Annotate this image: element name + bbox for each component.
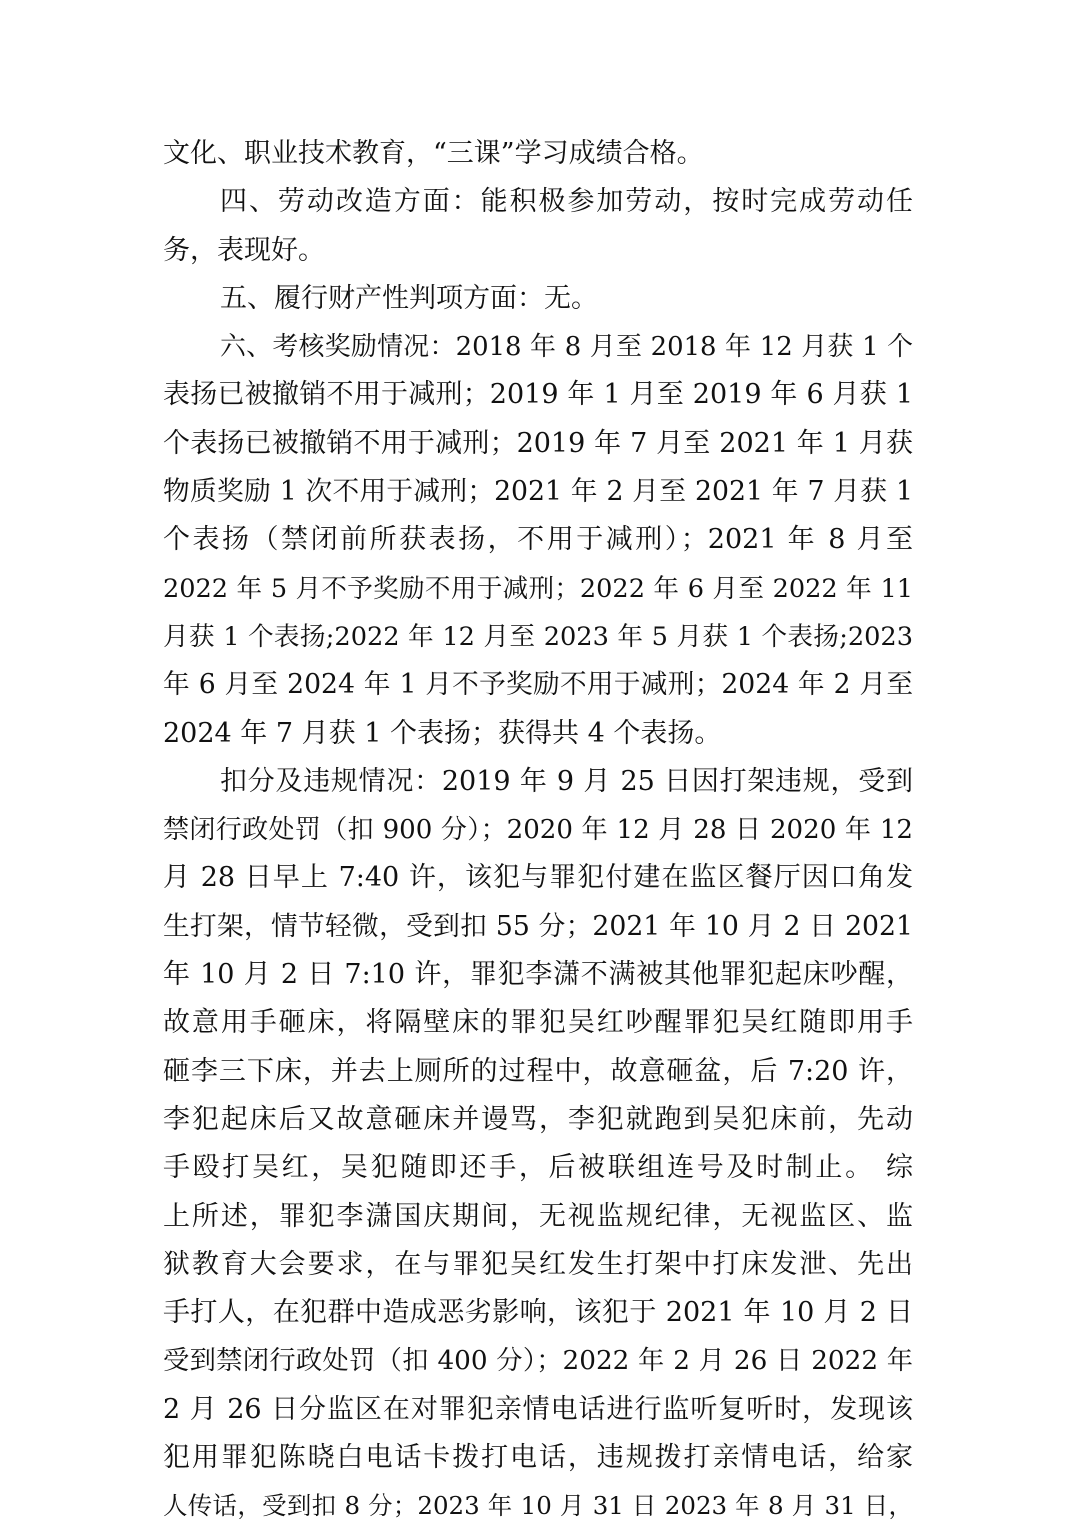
text-line: 人传话，受到扣 8 分；2023 年 10 月 31 日 2023 年 8 月 31 日， — [163, 1491, 913, 1521]
text-line: 月获 1 个表扬;2022 年 12 月至 2023 年 5 月获 1 个表扬;2023 — [163, 621, 913, 652]
text-line: 表扬已被撤销不用于减刑；2019 年 1 月至 2019 年 6 月获 1 — [163, 379, 913, 411]
text-line: 五、履行财产性判项方面：无。 — [220, 282, 598, 314]
text-line: 手打人，在犯群中造成恶劣影响，该犯于 2021 年 10 月 2 日 — [163, 1297, 913, 1329]
text-line: 故意用手砸床，将隔壁床的罪犯吴红吵醒罪犯吴红随即用手 — [163, 1007, 913, 1039]
text-line: 年 10 月 2 日 7:10 许，罪犯李潇不满被其他罪犯起床吵醒， — [163, 959, 913, 991]
text-line: 文化、职业技术教育，“三课”学习成绩合格。 — [163, 138, 704, 169]
text-line: 李犯起床后又故意砸床并谩骂，李犯就跑到吴犯床前，先动 — [163, 1103, 913, 1135]
text-line: 六、考核奖励情况：2018 年 8 月至 2018 年 12 月获 1 个 — [220, 332, 913, 363]
text-line: 月 28 日早上 7:40 许，该犯与罪犯付建在监区餐厅因口角发 — [163, 862, 913, 894]
text-line: 2024 年 7 月获 1 个表扬；获得共 4 个表扬。 — [163, 717, 722, 749]
text-line: 扣分及违规情况：2019 年 9 月 25 日因打架违规，受到 — [220, 765, 913, 797]
text-line: 务，表现好。 — [163, 234, 325, 266]
text-line: 物质奖励 1 次不用于减刑；2021 年 2 月至 2021 年 7 月获 1 — [163, 476, 913, 508]
text-line: 年 6 月至 2024 年 1 月不予奖励不用于减刑；2024 年 2 月至 — [163, 669, 913, 701]
text-line: 禁闭行政处罚（扣 900 分）；2020 年 12 月 28 日 2020 年 12 — [163, 815, 913, 846]
text-line: 四、劳动改造方面：能积极参加劳动，按时完成劳动任 — [220, 186, 913, 218]
text-line: 个表扬（禁闭前所获表扬，不用于减刑）；2021 年 8 月至 — [163, 524, 913, 556]
text-line: 个表扬已被撤销不用于减刑；2019 年 7 月至 2021 年 1 月获 — [163, 427, 913, 459]
text-line: 砸李三下床，并去上厕所的过程中，故意砸盆，后 7:20 许， — [163, 1055, 913, 1087]
text-line: 犯用罪犯陈晓白电话卡拨打电话，违规拨打亲情电话，给家 — [163, 1442, 913, 1474]
text-line: 受到禁闭行政处罚（扣 400 分）；2022 年 2 月 26 日 2022 年 — [163, 1346, 913, 1377]
text-line: 狱教育大会要求，在与罪犯吴红发生打架中打床发泄、先出 — [163, 1248, 913, 1280]
text-line: 2022 年 5 月不予奖励不用于减刑；2022 年 6 月至 2022 年 11 — [163, 573, 913, 604]
text-line: 手殴打吴红，吴犯随即还手，后被联组连号及时制止。 综 — [163, 1152, 913, 1184]
text-line: 生打架，情节轻微，受到扣 55 分；2021 年 10 月 2 日 2021 — [163, 910, 913, 942]
document-body — [163, 130, 913, 1531]
text-line: 上所述，罪犯李潇国庆期间，无视监规纪律，无视监区、监 — [163, 1200, 913, 1232]
text-line: 2 月 26 日分监区在对罪犯亲情电话进行监听复听时，发现该 — [163, 1393, 913, 1425]
